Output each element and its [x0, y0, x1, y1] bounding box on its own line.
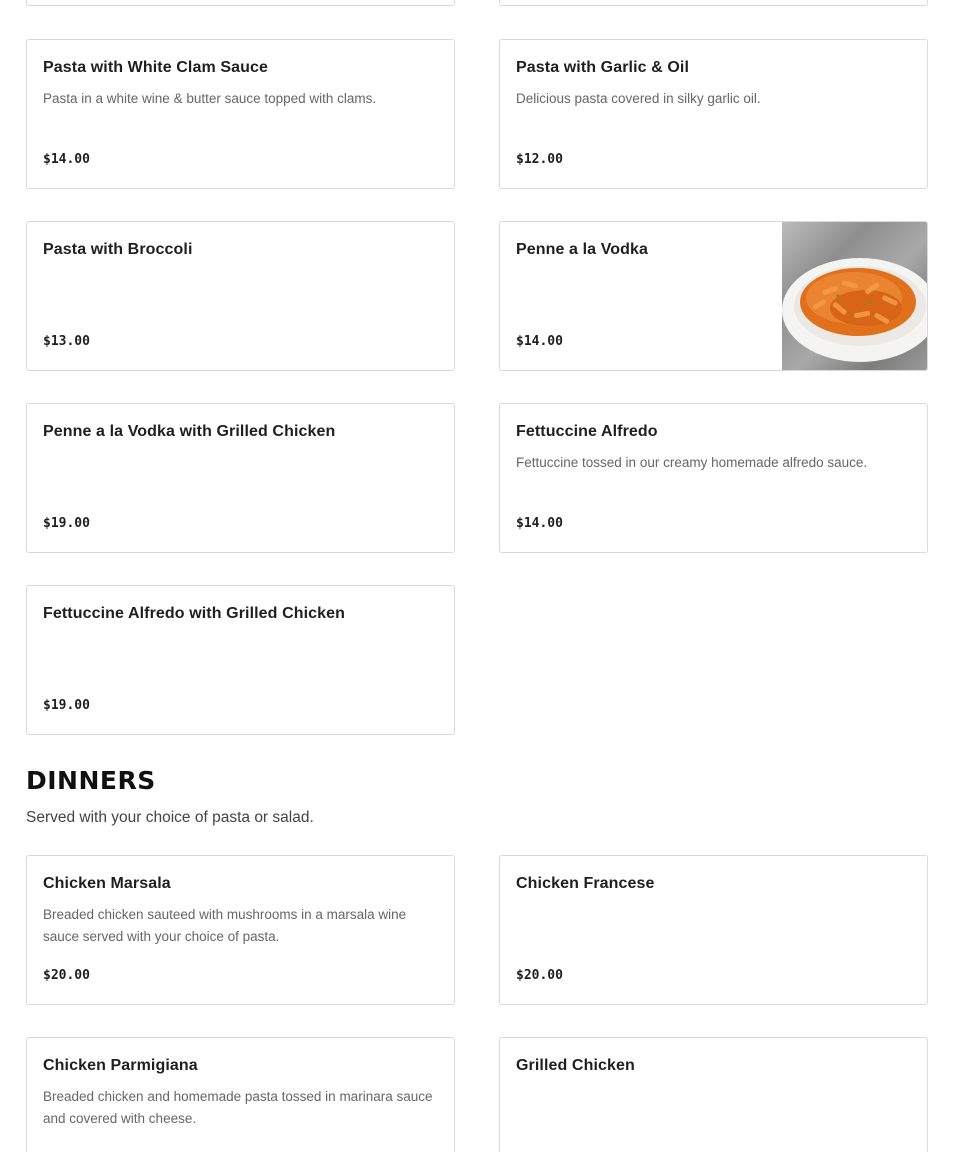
menu-item-price: $14.00: [516, 334, 563, 349]
section-title: DINNERS: [26, 766, 156, 795]
menu-item-card[interactable]: [499, 403, 928, 553]
menu-item-card[interactable]: [499, 1037, 928, 1152]
menu-item-price: $14.00: [516, 516, 563, 531]
menu-item-description: Breaded chicken sauteed with mushrooms in a marsala wine sauce served with your choice of pasta.: [43, 907, 407, 944]
menu-item-name: Grilled Chicken: [516, 1057, 635, 1074]
menu-item-price: $19.00: [43, 516, 90, 531]
menu-item-description: Delicious pasta covered in silky garlic oil.: [516, 91, 761, 106]
menu-item-name: Pasta with White Clam Sauce: [43, 59, 268, 76]
menu-item-name: Fettuccine Alfredo: [516, 423, 658, 440]
menu-item-card-partial[interactable]: [26, 0, 455, 6]
menu-item-card[interactable]: [499, 855, 928, 1005]
menu-item-description: Fettuccine tossed in our creamy homemade alfredo sauce.: [516, 455, 868, 470]
menu-item-card[interactable]: [499, 39, 928, 189]
menu-item-card[interactable]: [499, 221, 928, 371]
menu-item-name: Chicken Francese: [516, 875, 655, 892]
menu-item-card-partial[interactable]: [499, 0, 928, 6]
menu-item-photo: [782, 222, 927, 370]
menu-item-card[interactable]: [26, 221, 455, 371]
section-description: Served with your choice of pasta or salad.: [26, 809, 314, 826]
menu-item-card[interactable]: [26, 1037, 455, 1152]
menu-item-price: $12.00: [516, 152, 563, 167]
penne-dish-image: [782, 222, 927, 370]
menu-item-name: Pasta with Garlic & Oil: [516, 59, 690, 76]
menu-item-price: $13.00: [43, 334, 90, 349]
menu-item-name: Penne a la Vodka: [516, 241, 649, 258]
menu-item-price: $20.00: [43, 968, 90, 983]
menu-item-card[interactable]: [26, 403, 455, 553]
menu-item-description: Breaded chicken and homemade pasta tossed in marinara sauce and covered with cheese.: [43, 1089, 433, 1126]
menu-item-name: Chicken Parmigiana: [43, 1057, 198, 1074]
menu-item-name: Penne a la Vodka with Grilled Chicken: [43, 423, 336, 440]
menu-item-price: $19.00: [43, 698, 90, 713]
menu-item-card[interactable]: [26, 585, 455, 735]
menu-item-price: $20.00: [516, 968, 563, 983]
menu-item-card[interactable]: [26, 39, 455, 189]
menu-item-card[interactable]: [26, 855, 455, 1005]
menu-item-description: Pasta in a white wine & butter sauce topped with clams.: [43, 91, 377, 106]
menu-item-name: Chicken Marsala: [43, 875, 171, 892]
menu-item-name: Fettuccine Alfredo with Grilled Chicken: [43, 605, 346, 622]
menu-item-name: Pasta with Broccoli: [43, 241, 193, 258]
menu-item-price: $14.00: [43, 152, 90, 167]
